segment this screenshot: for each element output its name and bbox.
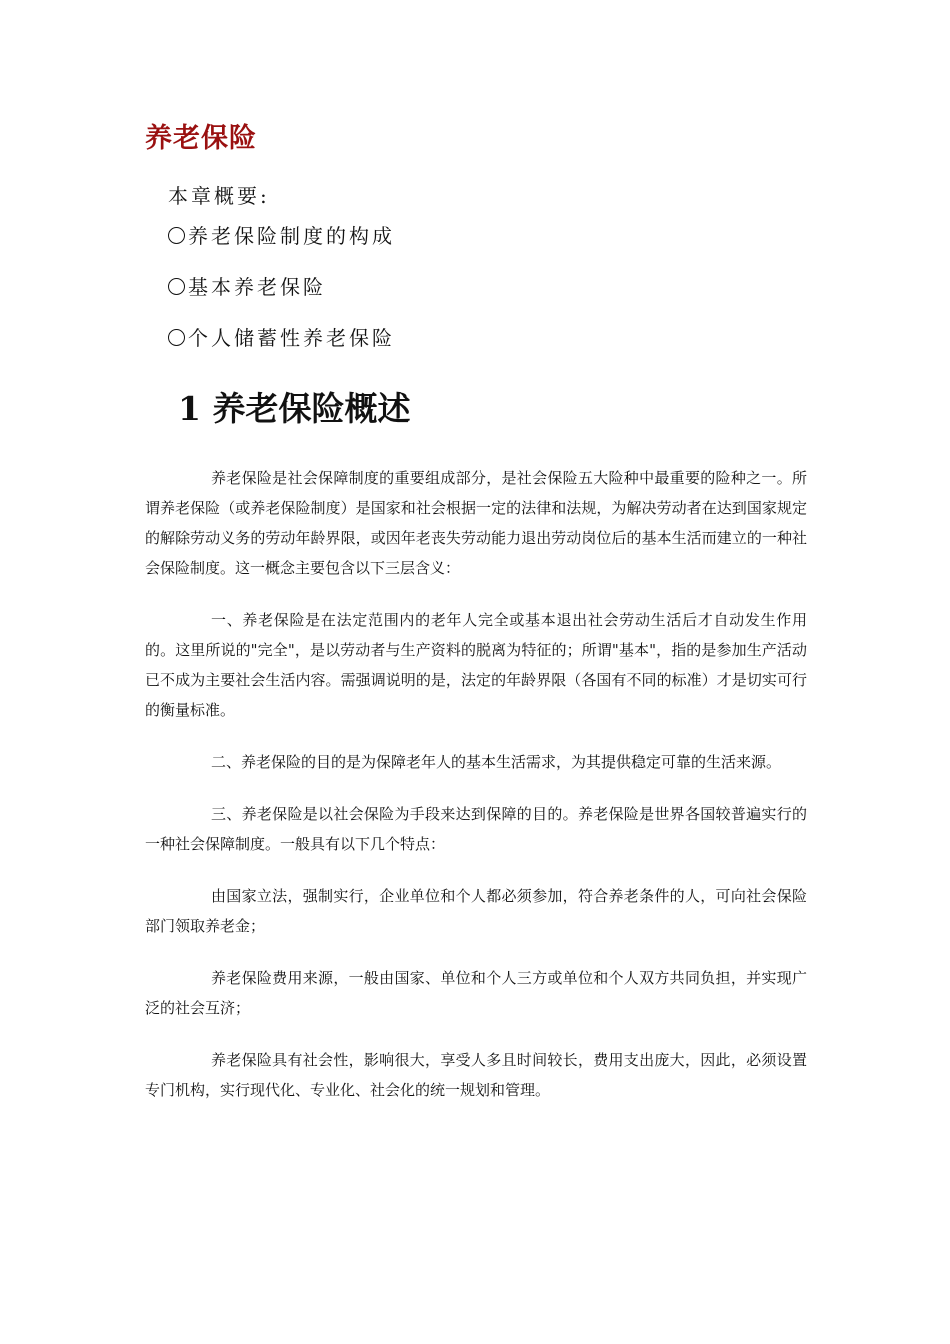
circle-icon bbox=[168, 227, 185, 244]
chapter-summary-list bbox=[168, 221, 395, 374]
section-heading: 1 养老保险概述 bbox=[178, 389, 411, 428]
summary-item bbox=[168, 221, 395, 251]
body-text bbox=[145, 463, 807, 1127]
paragraph: 养老保险具有社会性，影响很大，享受人多且时间较长，费用支出庞大，因此，必须设置专门机构，实行现代化、专业化、社会化的统一规划和管理。 bbox=[145, 1051, 807, 1099]
summary-item bbox=[168, 323, 395, 353]
paragraph: 三、养老保险是以社会保险为手段来达到保障的目的。养老保险是世界各国较普遍实行的一种社会保障制度。一般具有以下几个特点： bbox=[145, 805, 807, 853]
circle-icon bbox=[168, 278, 185, 295]
summary-item-text: 个人储蓄性养老保险 bbox=[188, 326, 395, 350]
summary-item bbox=[168, 272, 395, 302]
paragraph: 二、养老保险的目的是为保障老年人的基本生活需求，为其提供稳定可靠的生活来源。 bbox=[211, 753, 782, 771]
summary-item-text: 养老保险制度的构成 bbox=[188, 224, 395, 248]
paragraph: 养老保险费用来源，一般由国家、单位和个人三方或单位和个人双方共同负担，并实现广泛的社会互济； bbox=[145, 969, 807, 1017]
chapter-summary-label: 本章概要: bbox=[168, 184, 270, 208]
paragraph: 一、养老保险是在法定范围内的老年人完全或基本退出社会劳动生活后才自动发生作用的。这里所说的"完全"，是以劳动者与生产资料的脱离为特征的；所谓"基本"，指的是参加生产活动已不成为主要社会生活内容。需强调说明的是，法定的年龄界限（各国有不同的标准）才是切实可行的衡量标准。 bbox=[145, 611, 807, 719]
summary-item-text: 基本养老保险 bbox=[188, 275, 326, 299]
paragraph: 由国家立法，强制实行，企业单位和个人都必须参加，符合养老条件的人，可向社会保险部门领取养老金； bbox=[145, 887, 807, 935]
paragraph: 养老保险是社会保障制度的重要组成部分，是社会保险五大险种中最重要的险种之一。所谓养老保险（或养老保险制度）是国家和社会根据一定的法律和法规，为解决劳动者在达到国家规定的解除劳动义务的劳动年龄界限，或因年老丧失劳动能力退出劳动岗位后的基本生活而建立的一种社会保险制度。这一概念主要包含以下三层含义： bbox=[145, 469, 807, 577]
document-title: 养老保险 bbox=[145, 123, 257, 154]
circle-icon bbox=[168, 329, 185, 346]
